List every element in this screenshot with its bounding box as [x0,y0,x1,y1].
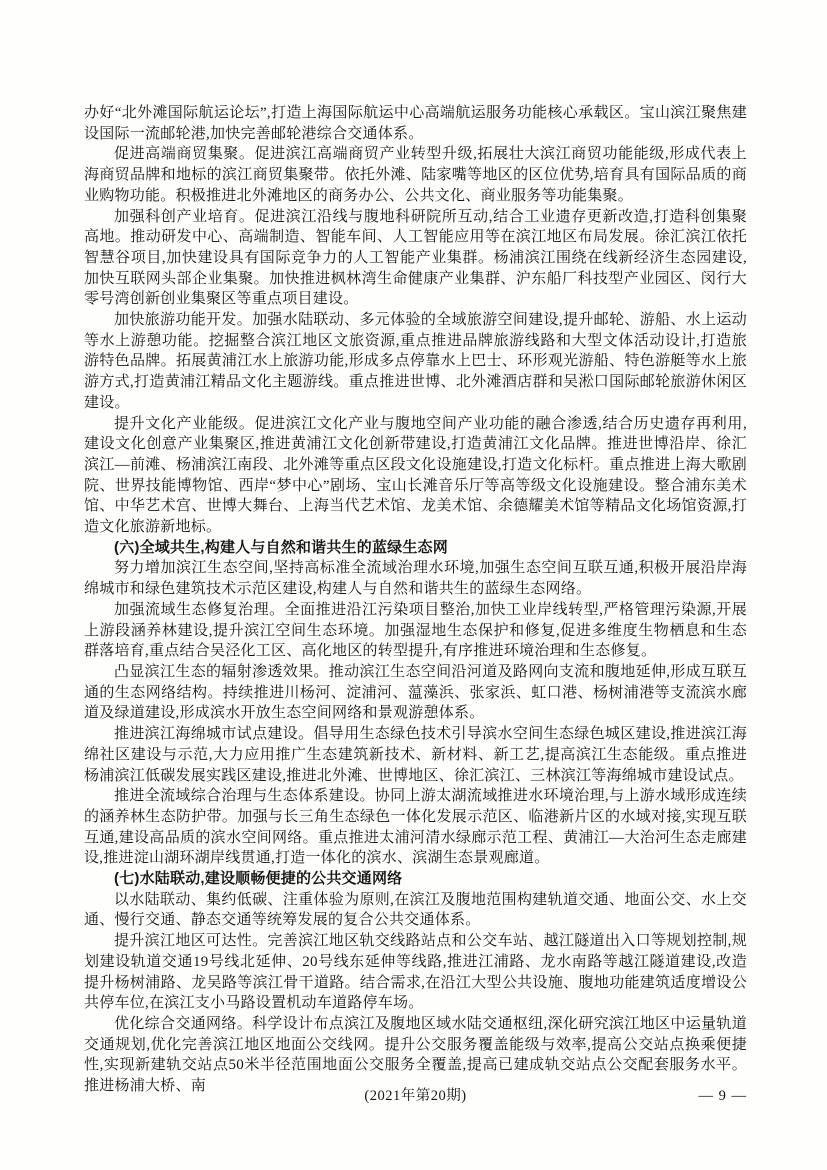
paragraph: 努力增加滨江生态空间,坚持高标准全流域治理水环境,加强生态空间互联互通,积极开展沿岸海绵城市和绿色建筑技术示范区建设,构建人与自然和谐共生的蓝绿生态网络。 [84,560,747,598]
paragraph: 提升滨江地区可达性。完善滨江地区轨交线路站点和公交车站、越江隧道出入口等规划控制,规划建设轨道交通19号线北延伸、20号线东延伸等线路,推进江浦路、龙水南路等越江隧道建设,改造提升杨树浦路、龙吴路等滨江骨干道路。结合需求,在沿江大型公共设施、腹地功能建筑适度增设公共停车位,在滨江支小马路设置机动车道路停车场。 [84,933,747,1012]
document-body [84,103,747,1097]
section-heading: (六)全域共生,构建人与自然和谐共生的蓝绿生态网 [114,538,448,556]
paragraph: 以水陆联动、集约低碳、注重体验为原则,在滨江及腹地范围构建轨道交通、地面公交、水上交通、慢行交通、静态交通等统筹发展的复合公共交通体系。 [84,891,747,929]
paragraph: 办好“北外滩国际航运论坛”,打造上海国际航运中心高端航运服务功能核心承载区。宝山滨江聚焦建设国际一流邮轮港,加快完善邮轮港综合交通体系。 [84,105,747,142]
paragraph: 推进全流域综合治理与生态体系建设。协同上游太湖流域推进水环境治理,与上游水域形成连续的涵养林生态防护带。加强与长三角生态绿色一体化发展示范区、临港新片区的水域对接,实现互联互通,建设高品质的滨水空间网络。重点推进太浦河清水绿廊示范工程、黄浦江—大治河生态走廊建设,推进淀山湖环湖岸线贯通,打造一体化的滨水、滨湖生态景观廊道。 [84,788,747,867]
paragraph: 提升文化产业能级。促进滨江文化产业与腹地空间产业功能的融合渗透,结合历史遗存再利用,建设文化创意产业集聚区,推进黄浦江文化创新带建设,打造黄浦江文化品牌。推进世博沿岸、徐汇滨江—前滩、杨浦滨江南段、北外滩等重点区段文化设施建设,打造文化标杆。重点推进上海大歌剧院、世界技能博物馆、西岸“梦中心”剧场、宝山长滩音乐厅等高等级文化设施建设。整合浦东美术馆、中华艺术宫、世博大舞台、上海当代艺术馆、龙美术馆、余德耀美术馆等精品文化场馆资源,打造文化旅游新地标。 [84,415,747,536]
paragraph: 加强流域生态修复治理。全面推进沿江污染项目整治,加快工业岸线转型,严格管理污染源,开展上游段涵养林建设,提升滨江空间生态环境。加强湿地生态保护和修复,促进多维度生物栖息和生态群落培育,重点结合吴泾化工区、高化地区的转型提升,有序推进环境治理和生态修复。 [84,601,747,660]
journal-issue-label: (2021年第20期) [364,1088,467,1104]
section-heading: (七)水陆联动,建设顺畅便捷的公共交通网络 [114,870,403,888]
paragraph: 推进滨江海绵城市试点建设。倡导用生态绿色技术引导滨水空间生态绿色城区建设,推进滨江海绵社区建设与示范,大力应用推广生态建筑新技术、新材料、新工艺,提高滨江生态能级。重点推进杨浦滨江低碳发展实践区建设,推进北外滩、世博地区、徐汇滨江、三林滨江等海绵城市建设试点。 [84,726,747,784]
paragraph: 加快旅游功能开发。加强水陆联动、多元体验的全域旅游空间建设,提升邮轮、游船、水上运动等水上游憩功能。挖掘整合滨江地区文旅资源,重点推进品牌旅游线路和大型文体活动设计,打造旅游特色品牌。拓展黄浦江水上旅游功能,形成多点停靠水上巴士、环形观光游船、特色游艇等水上旅游方式,打造黄浦江精品文化主题游线。重点推进世博、北外滩酒店群和吴淞口国际邮轮旅游休闲区建设。 [84,312,747,411]
page-footer [84,1085,747,1107]
paragraph: 加强科创产业培育。促进滨江沿线与腹地科研院所互动,结合工业遗存更新改造,打造科创集聚高地。推动研发中心、高端制造、智能车间、人工智能应用等在滨江地区布局发展。徐汇滨江依托智慧谷项目,加快建设具有国际竞争力的人工智能产业集群。杨浦滨江围绕在线新经济生态园建设,加快互联网头部企业集聚。加快推进枫林湾生命健康产业集群、沪东船厂科技型产业园区、闵行大零号湾创新创业集聚区等重点项目建设。 [84,208,747,308]
paragraph: 优化综合交通网络。科学设计布点滨江及腹地区域水陆交通枢纽,深化研究滨江地区中运量轨道交通规划,优化完善滨江地区地面公交线网。提升公交服务覆盖能级与效率,提高公交站点换乘便捷性,实现新建轨交站点50米半径范围地面公交服务全覆盖,提高已建成轨交站点公交配套服务水平。推进杨浦大桥、南 [84,1015,747,1095]
page-number: — 9 — [698,1088,747,1104]
paragraph: 促进高端商贸集聚。促进滨江高端商贸产业转型升级,拓展壮大滨江商贸功能能级,形成代表上海商贸品牌和地标的滨江商贸集聚带。依托外滩、陆家嘴等地区的区位优势,培育具有国际品质的商业购物功能。积极推进北外滩地区的商务办公、公共文化、商业服务等功能集聚。 [84,146,747,204]
paragraph: 凸显滨江生态的辐射渗透效果。推动滨江生态空间沿河道及路网向支流和腹地延伸,形成互联互通的生态网络结构。持续推进川杨河、淀浦河、蕰藻浜、张家浜、虹口港、杨树浦港等支流滨水廊道及绿道建设,形成滨水开放生态空间网络和景观游憩体系。 [84,663,747,722]
